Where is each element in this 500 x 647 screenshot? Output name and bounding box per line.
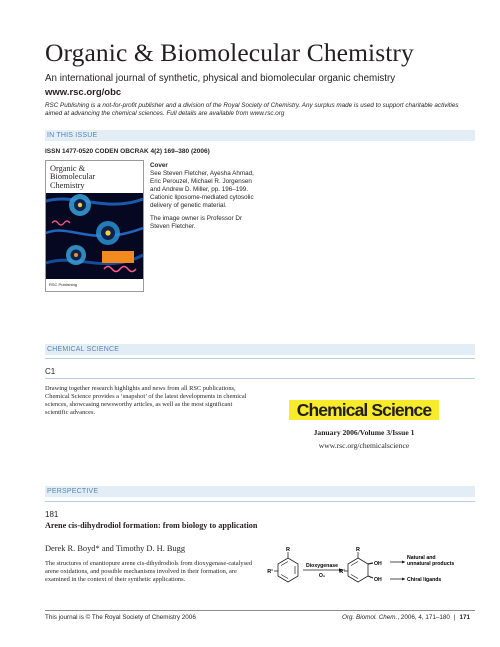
journal-url[interactable]: www.rsc.org/obc bbox=[45, 87, 122, 98]
section-divider bbox=[45, 501, 475, 502]
chemical-science-logo: Chemical Science bbox=[289, 400, 439, 420]
product-substituent-r1: R¹ bbox=[339, 569, 345, 575]
cover-description: Cationic liposome-mediated cytosolic delivery of genetic material. bbox=[150, 194, 254, 210]
chemical-science-text: Drawing together research highlights and news from all RSC publications, Chemical Science provides a ‘snapshot’ of the latest developments in chemical sciences, showcasing newsworthy articles, as well as the most significant scientific advances. bbox=[45, 385, 247, 417]
chemical-science-issue: January 2006/Volume 3/Issue 1 bbox=[313, 428, 415, 437]
reaction-scheme bbox=[262, 546, 462, 590]
hydroxyl-top: OH bbox=[374, 561, 382, 567]
reagent-label: O₂ bbox=[318, 573, 326, 579]
section-header-perspective: PERSPECTIVE bbox=[45, 486, 475, 497]
cover-image bbox=[45, 160, 144, 292]
footer-citation bbox=[300, 614, 470, 621]
cover-heading: Cover bbox=[150, 162, 168, 169]
perspective-number: 181 bbox=[45, 510, 59, 519]
reactant-substituent-r1: R¹ bbox=[267, 569, 273, 575]
cover-authors: See Steven Fletcher, Ayesha Ahmad, Eric Perouzel, Michael R. Jorgensen and Andrew D. Miller, pp. 196–199. bbox=[150, 170, 254, 194]
issn-line: ISSN 1477-0520 CODEN OBCRAK 4(2) 169–380 (2006) bbox=[45, 148, 210, 155]
perspective-abstract: The structures of enantiopure arene cis-dihydrodiols from dioxygenase-catalysed arene oxidations, and possible mechanisms involved in their formation, are examined in the context of their synthetic applications. bbox=[45, 560, 253, 584]
cover-image-title: Organic & Biomolecular Chemistry bbox=[50, 164, 96, 190]
cover-image-header bbox=[46, 161, 143, 193]
footer-reference: , 2006, 4, 171–180 bbox=[397, 614, 450, 621]
perspective-authors: Derek R. Boyd* and Timothy D. H. Bugg bbox=[45, 544, 186, 553]
outcome-chiral-ligands: Chiral ligands bbox=[407, 577, 442, 583]
publisher-notice: RSC Publishing is a not-for-profit publisher and a division of the Royal Society of Chemistry. Any surplus made is used to support charitable activities aimed at advancing the chemical sciences. Full details are available from www.rsc.org bbox=[45, 102, 459, 118]
hydroxyl-bottom: OH bbox=[374, 577, 382, 583]
enzyme-label: Dioxygenase bbox=[305, 563, 339, 569]
section-header-chemical-science: CHEMICAL SCIENCE bbox=[45, 344, 475, 355]
section-divider bbox=[45, 378, 475, 379]
footer-journal: Org. Biomol. Chem. bbox=[342, 614, 398, 621]
cover-owner: The image owner is Professor Dr Steven Fletcher. bbox=[150, 214, 243, 230]
footer-divider bbox=[45, 610, 475, 611]
perspective-title[interactable]: Arene cis-dihydrodiol formation: from biology to application bbox=[45, 521, 258, 530]
chemical-science-url[interactable]: www.rsc.org/chemicalscience bbox=[318, 441, 410, 450]
chemical-science-number: C1 bbox=[45, 367, 56, 376]
section-header-in-this-issue: IN THIS ISSUE bbox=[45, 130, 475, 141]
journal-title: Organic & Biomolecular Chemistry bbox=[45, 38, 414, 67]
footer-copyright: This journal is © The Royal Society of Chemistry 2006 bbox=[45, 614, 196, 621]
cover-image-footer bbox=[46, 279, 143, 291]
reactant-substituent-r: R bbox=[286, 547, 290, 553]
section-divider bbox=[45, 358, 475, 359]
rsc-publishing-mark: RSC Publishing bbox=[49, 282, 78, 287]
footer-separator: | bbox=[453, 614, 456, 621]
journal-subtitle: An international journal of synthetic, physical and biomolecular organic chemistry bbox=[45, 73, 396, 84]
outcome-natural: Natural and bbox=[407, 555, 436, 561]
footer-page-number: 171 bbox=[459, 614, 470, 621]
cover-caption bbox=[150, 162, 260, 231]
cover-artwork bbox=[46, 193, 143, 279]
product-substituent-r: R bbox=[356, 547, 360, 553]
outcome-unnatural: unnatural products bbox=[407, 561, 455, 567]
